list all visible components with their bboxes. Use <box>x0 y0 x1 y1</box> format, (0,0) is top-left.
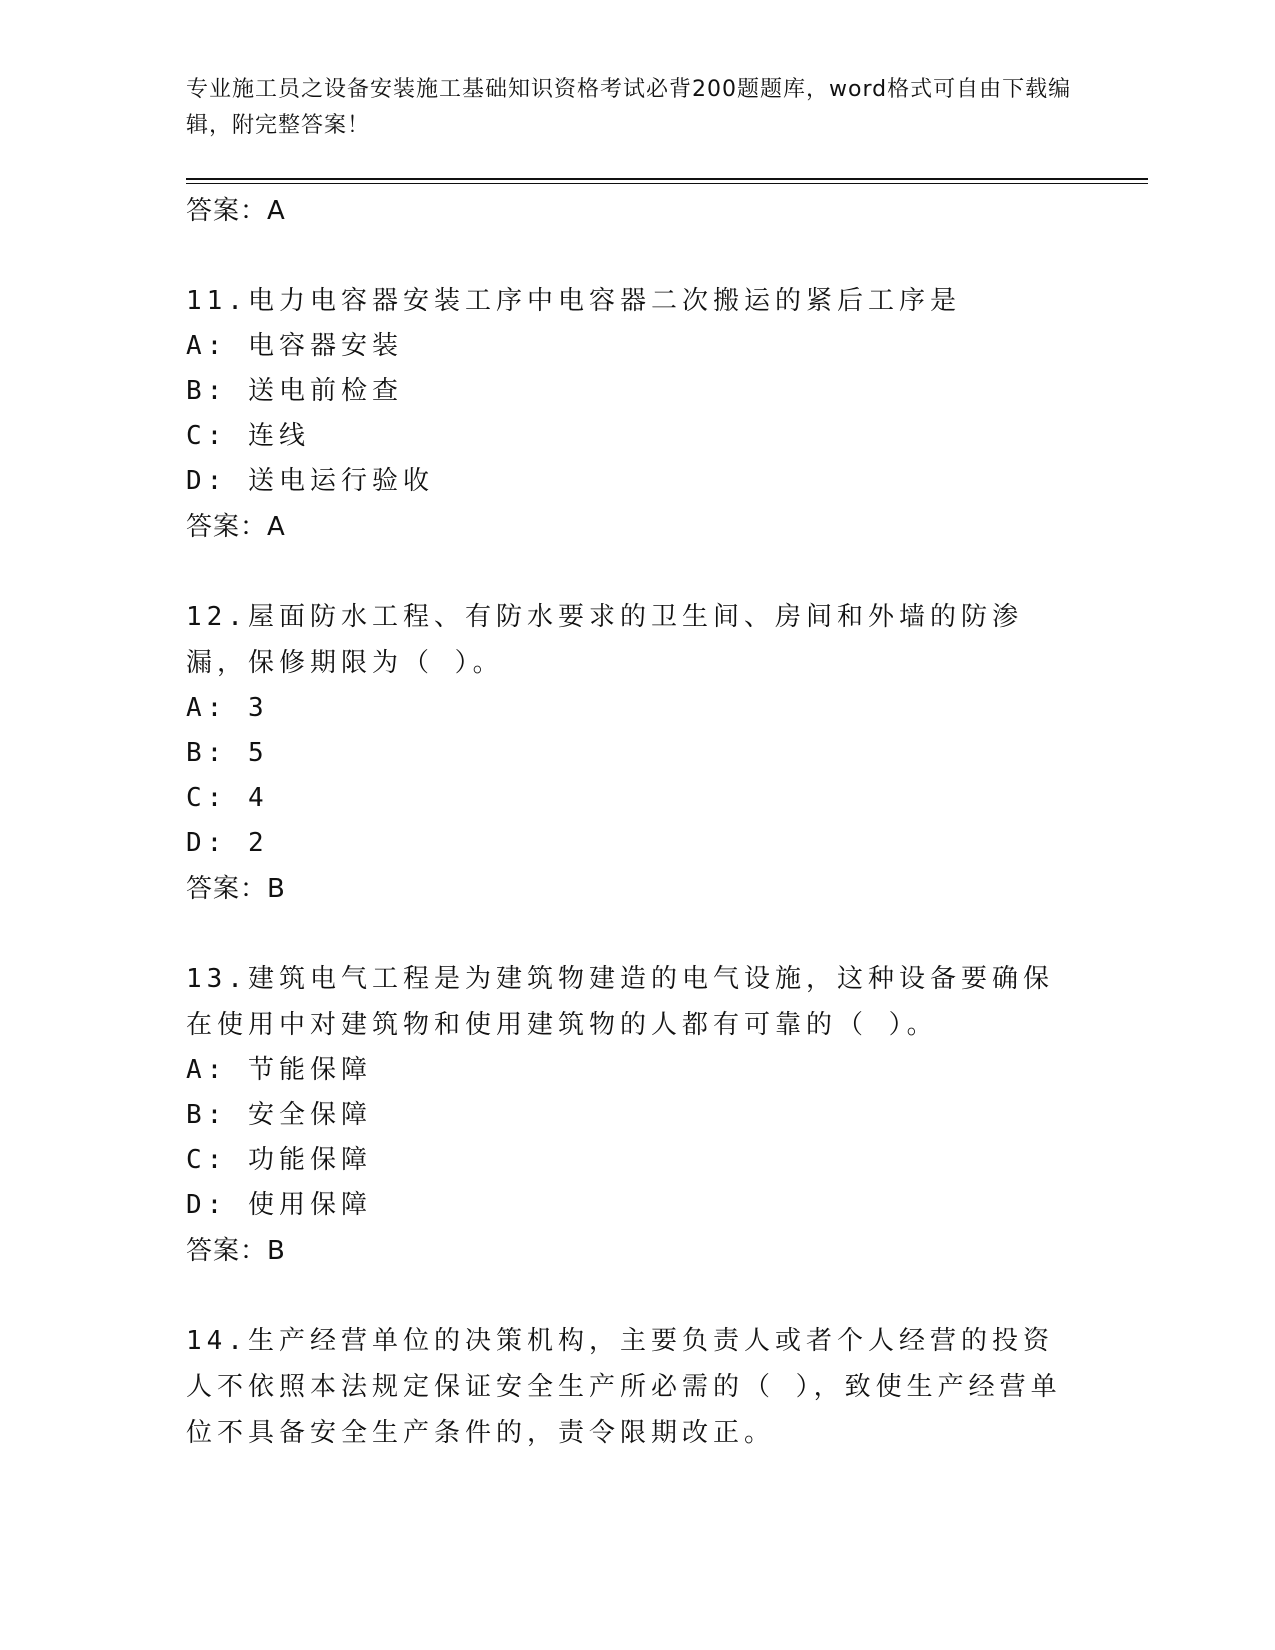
question-stem: 14.生产经营单位的决策机构，主要负责人或者个人经营的投资人不依照本法规定保证安全生产所必需的（ ），致使生产经营单位不具备安全生产条件的，责令限期改正。 <box>186 1326 1062 1448</box>
option-c: C: 连线 <box>186 421 310 451</box>
option-a: A: 节能保障 <box>186 1055 372 1085</box>
option-c: C: 4 <box>186 783 269 813</box>
option-b: B: 5 <box>186 738 269 768</box>
answer-line: 答案：B <box>186 874 286 904</box>
question-13 <box>186 956 1076 1274</box>
question-14 <box>186 1318 1076 1456</box>
option-d: D: 送电运行验收 <box>186 466 434 496</box>
option-d: D: 使用保障 <box>186 1190 372 1220</box>
answer-line: 答案：A <box>186 512 286 542</box>
question-stem: 13.建筑电气工程是为建筑物建造的电气设施，这种设备要确保在使用中对建筑物和使用建筑物的人都有可靠的（ ）。 <box>186 964 1054 1040</box>
option-d: D: 2 <box>186 828 269 858</box>
question-12 <box>186 594 1076 912</box>
answer-line: 答案：A <box>186 196 286 226</box>
option-b: B: 安全保障 <box>186 1100 372 1130</box>
option-a: A: 电容器安装 <box>186 331 403 361</box>
header-rule-thick <box>186 178 1148 180</box>
question-stem: 12.屋面防水工程、有防水要求的卫生间、房间和外墙的防渗漏，保修期限为（ ）。 <box>186 602 1023 678</box>
header-rule-thin <box>186 183 1148 184</box>
option-a: A: 3 <box>186 693 269 723</box>
question-list <box>186 188 1076 1456</box>
option-c: C: 功能保障 <box>186 1145 372 1175</box>
question-11 <box>186 278 1076 550</box>
page-header: 专业施工员之设备安装施工基础知识资格考试必背200题题库，word格式可自由下载编辑，附完整答案！ <box>186 77 1072 138</box>
answer-line: 答案：B <box>186 1236 286 1266</box>
question-stem: 11.电力电容器安装工序中电容器二次搬运的紧后工序是 <box>186 286 961 316</box>
option-b: B: 送电前检查 <box>186 376 403 406</box>
